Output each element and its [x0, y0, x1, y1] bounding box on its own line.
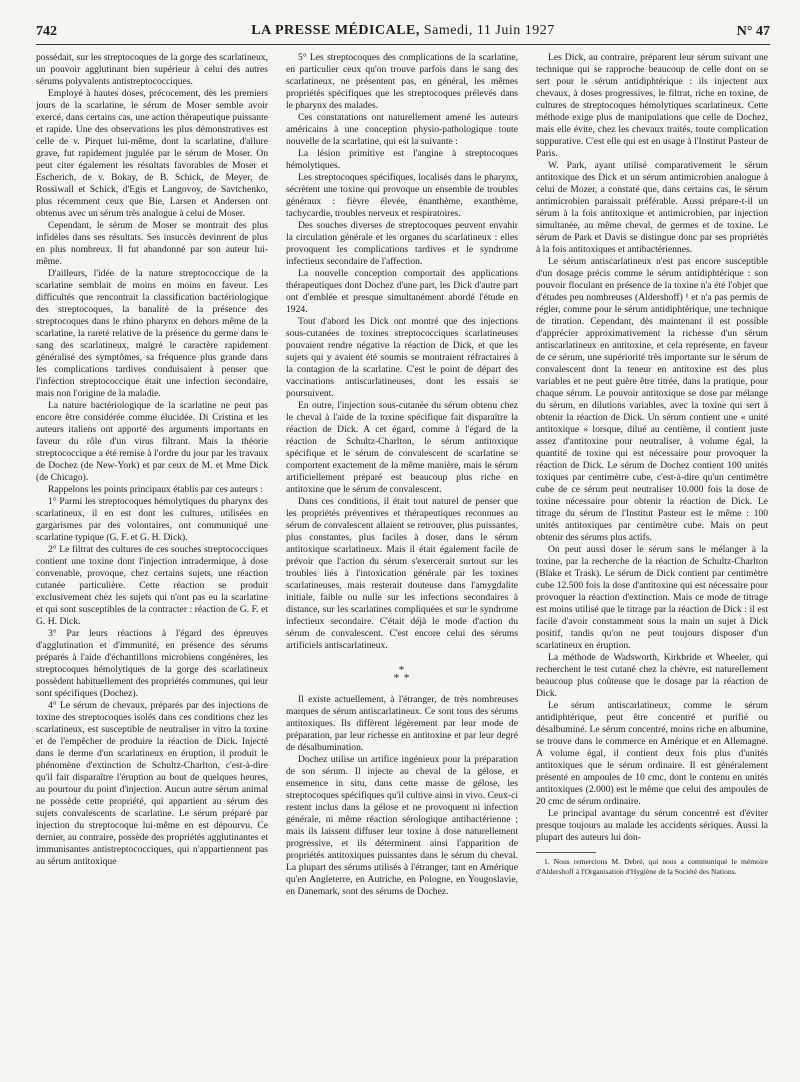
paragraph: La nature bactériologique de la scarlatine ne peut pas encore être considérée comme élucidée. Di Cristina et les auteurs italiens ont apporté des arguments importants en faveur du rôle d'un virus filtrant. Mais la théorie streptococcique a été remise à l'ordre du jour par les travaux de Dochez (de New-York) et par ceux de M. et Mme Dick (de Chicago). [36, 400, 268, 483]
issue-date: Samedi, 11 Juin 1927 [423, 23, 555, 38]
paragraph: Il existe actuellement, à l'étranger, de très nombreuses marques de sérum antiscarlatineux. Ce sont tous des sérums antitoxiques. Ils diffèrent légèrement par leur mode de préparation, par leur richesse en antitoxine et par leur degré de désalbumination. [286, 694, 518, 753]
paragraph: 2° Le filtrat des cultures de ces souches streptococciques contient une toxine dont l'injection intradermique, à dose convenable, provoque, chez certains sujets, une réaction cutanée particulière. Cette réaction se produit exclusivement chez les sujets qui n'ont pas eu la scarlatine et qui sont susceptibles de la contracter : réaction de G. F. et G. H. Dick. [36, 544, 268, 627]
paragraph: Le sérum antiscarlatineux, comme le sérum antidiphtérique, peut être concentré et purifié ou désalbuminé. Le sérum concentré, moins riche en albumine, se trouve dans le commerce en Amérique et en Allemagne. A volume égal, il contient deux fois plus d'unités antitoxiques que le sérum ordinaire. Il est généralement présenté en ampoules de 10 cmc, dont le contenu en unités antitoxiques (2.000) est le même que celui des ampoules de 20 cmc de sérum ordinaire. [536, 700, 768, 807]
paragraph: Dans ces conditions, il était tout naturel de penser que les propriétés préventives et thérapeutiques reconnues au sérum de convalescent allaient se retrouver, plus puissantes, plus constantes, plus faciles à doser, dans le sérum antitoxique scarlatineux. Mais il était également facile de prévoir que l'action du sérum s'exercerait surtout sur les troubles liés à l'intoxication générale par les toxines scarlatineuses, mais resterait douteuse dans l'amygdalite initiale, faible ou nulle sur les infections secondaires à distance, sur les scarlatines compliquées et sur le syndrome infectieux secondaire. C'était déjà le mode d'action du sérum de convalescent. C'est encore celui des sérums artificiels antiscarlatineux. [286, 496, 518, 651]
paragraph: D'ailleurs, l'idée de la nature streptococcique de la scarlatine semblait de moins en moins en faveur. Les difficultés que rencontrait la classification bactériologique des streptocoques, la banalité de la présence des streptocoques dans le rhino pharynx en dehors même de la scarlatine, la rareté relative de la présence du germe dans le sang des scarlatineux, malgré le caractère rapidement généralisé des symptômes, sa fréquence plus grande dans les complications tardives conduisaient à penser que l'infection streptococcique était une infection secondaire, mais non l'origine de la maladie. [36, 268, 268, 399]
paragraph: Le sérum antiscarlatineux n'est pas encore susceptible d'un dosage précis comme le sérum antidiphtérique : son pouvoir floculant en présence de la toxine n'a été l'objet que d'études peu nombreuses (Aldershoff) ¹ et n'a pas permis de régler, comme pour le sérum antidiphtérique, une technique de titration. Cependant, dès maintenant il est possible d'apprécier approximativement la richesse d'un sérum antiscarlatineux en antitoxine, et cela représente, en faveur de ce sérum, une supériorité très importante sur le sérum de convalescent dont la teneur en antitoxine est des plus variables et ne peut guère être titrée, dans la pratique, pour chaque sérum. Le pouvoir antitoxique se dose par mélange du sérum, en dilutions variables, avec la toxine qui sert à obtenir la réaction de Dick. Un sérum contient une « unité antitoxique » lorsque, dilué au centième, il contient juste assez d'antitoxine pour neutraliser, à volume égal, la quantité de toxine qui est nécessaire pour provoquer la réaction de Dick. Le sérum de Dochez contient 100 unités toxiques par centimètre cube, c'est-à-dire qu'un centimètre cube de ce sérum peut neutraliser 10.000 fois la dose de toxine nécessaire pour obtenir la réaction de Dick. Le titrage du sérum de l'Institut Pasteur est le même : 100 unités antitoxiques par centimètre cube. Mais on peut obtenir des sérums plus actifs. [536, 256, 768, 543]
paragraph: W. Park, ayant utilisé comparativement le sérum antitoxique des Dick et un sérum antimicrobien analogue à celui de Mozer, a constaté que, dans certains cas, le sérum antimicrobien paraissait préférable. Aussi prépare-t-il un sérum à la fois antitoxique et antimicrobien, par injection simultanée, au même cheval, de germes et de toxine. Le sérum de Park et Davis se distingue donc par ses propriétés à la fois antitoxiques et antibactériennes. [536, 160, 768, 255]
paragraph: 5° Les streptocoques des complications de la scarlatine, en particulier ceux qu'on trouve parfois dans le sang des scarlatineux, ne présentent pas, en général, les mêmes propriétés spécifiques que les streptocoques prélevés dans le pharynx des malades. [286, 52, 518, 111]
footnote: 1. Nous remercions M. Debré, qui nous a communiqué le mémoire d'Aldershoff à l'Organisation d'Hygiène de la Société des Nations. [536, 857, 768, 876]
journal-name: LA PRESSE MÉDICALE, [251, 23, 420, 38]
paragraph: On peut aussi doser le sérum sans le mélanger à la toxine, par la recherche de la réaction de Schultz-Charlton (Blake et Trask). Le sérum de Dick contient par centimètre cube 12.500 fois la dose d'antitoxine qui est nécessaire pour provoquer la réaction d'extinction. Mais ce mode de titrage est moins utilisé que le titrage par la réaction de Dick : il est facile d'avoir constamment sous la main un sujet à Dick positif, tandis qu'on ne peut toujours disposer d'un scarlatineux en éruption. [536, 544, 768, 651]
paragraph: Tout d'abord les Dick ont montré que des injections sous-cutanées de toxines streptococciques scarlatineuses pouvaient rendre négative la réaction de Dick, et que les sujets qui y avaient été soumis se montraient réfractaires à la contagion de la scarlatine. C'est le point de départ des vaccinations antiscarlatineuses, dont les essais se poursuivent. [286, 316, 518, 399]
column-2 [286, 52, 518, 1072]
paragraph: En outre, l'injection sous-cutanée du sérum obtenu chez le cheval à l'aide de la toxine spécifique fait disparaître la réaction de Dick. A cet égard, comme à l'égard de la réaction de Schultz-Charlton, le sérum antitoxique spécifique et le sérum de convalescent de scarlatine se comportent exactement de la même manière, mais le sérum artificiellement préparé est beaucoup plus riche en antitoxine que le sérum de convalescent. [286, 400, 518, 495]
page-header [36, 22, 770, 45]
paragraph: 3° Par leurs réactions à l'égard des épreuves d'agglutination et d'immunité, en présence des sérums préparés à l'aide d'échantillons microbiens congénères, les streptocoques hémolytiques de la gorge des scarlatineux possèdent habituellement des propriétés communes, qui leur sont spécifiques (Dochez). [36, 628, 268, 699]
paragraph: La nouvelle conception comportait des applications thérapeutiques dont Dochez d'une part, les Dick d'autre part ont d'emblée et presque simultanément abordé l'étude en 1924. [286, 268, 518, 315]
paragraph: Des souches diverses de streptocoques peuvent envahir la circulation générale et les organes du scarlatineux : elles provoquent les complications tardives et le syndrome infectieux secondaire de l'affection. [286, 220, 518, 267]
paragraph: Les Dick, au contraire, préparent leur sérum suivant une technique qui se rapproche beaucoup de celle dont on se sert pour le sérum antidiphtérique : ils injectent aux chevaux, à doses progressives, le filtrat, riche en toxine, de cultures de streptocoques hémolytiques scarlatineux. Cette méthode exige plus de manipulations que celle de Dochez, mais elle évite, chez les chevaux traités, toute complication suppurative. C'est elle qui est en usage à l'Institut Pasteur de Paris. [536, 52, 768, 159]
paragraph: La méthode de Wadsworth, Kirkbride et Wheeler, qui recherchent le test cutané chez la chèvre, est naturellement beaucoup plus coûteuse que le dosage par la réaction de Dick. [536, 652, 768, 699]
paragraph: Employé à hautes doses, précocement, dès les premiers jours de la scarlatine, le sérum de Moser semble avoir exercé, dans certains cas, une action thérapeutique puissante et rapide. Une des observations les plus démonstratives est celle de v. Pirquet lui-même, dont la scarlatine, d'allure grave, fut rapidement jugulée par le sérum de Moser. On peut citer également les résultats favorables de Moser et Escherich, de v. Bokay, de B. Schick, de Meyer, de Rossiwall et Schick, d'Egis et Langovoy, de Savtchenko, plus récemment ceux que Bie, Larsen et Andersen ont obtenus avec un sérum très analogue à celui de Moser. [36, 88, 268, 219]
article-body [36, 52, 770, 1072]
paragraph: Dochez utilise un artifice ingénieux pour la préparation de son sérum. Il injecte au cheval de la gélose, et ensemence in situ, dans cette masse de gélose, les streptocoques spécifiques qu'il cultive ainsi in vivo. Ceux-ci restent inclus dans la gélose et ne provoquent ni infection générale, ni même réaction sérologique antibactérienne ; mais ils laissent diffuser leur toxine à dose naturellement progressive, et ils déterminent ainsi l'apparition de propriétés antitoxiques puissantes dans le sérum du cheval. La plupart des sérums utilisés à l'étranger, tant en Amérique qu'en Angleterre, en Autriche, en Pologne, en Yougoslavie, en Danemark, sont des sérums de Dochez. [286, 754, 518, 897]
paragraph: Rappelons les points principaux établis par ces auteurs : [48, 484, 263, 495]
running-title [36, 23, 770, 39]
column-3 [536, 52, 768, 1072]
paragraph: Les streptocoques spécifiques, localisés dans le pharynx, sécrètent une toxine qui provoque un ensemble de troubles généraux : fièvre élevée, énanthème, exanthème, tachycardie, troubles nerveux et respiratoires. [286, 172, 518, 219]
paragraph: Ces constatations ont naturellement amené les auteurs américains à une conception physio-pathologique toute nouvelle de la scarlatine, qui est la suivante : [286, 112, 518, 147]
column-1 [36, 52, 268, 1072]
paragraph: La lésion primitive est l'angine à streptocoques hémolytiques. [286, 148, 518, 171]
paragraph: Cependant, le sérum de Moser se montrait des plus infidèles dans ses résultats. Ses insuccès devinrent de plus en plus nombreux. Il fut abandonné par son auteur lui-même. [36, 220, 268, 267]
page-number: 742 [36, 24, 57, 39]
paragraph: possédait, sur les streptocoques de la gorge des scarlatineux, un pouvoir agglutinant bien supérieur à celui des autres sérums polyvalents antistreptococciques. [36, 52, 268, 87]
footnote-divider [536, 852, 596, 853]
issue-number: N° 47 [736, 24, 770, 39]
paragraph: 4° Le sérum de chevaux, préparés par des injections de toxine des streptocoques isolés dans ces conditions chez les scarlatineux, est susceptible de neutraliser in vitro la toxine et de l'empêcher de produire la réaction de Dick. Injecté dans le derme d'un scarlatineux en éruption, il produit le phénomène d'extinction de Schultz-Charlton, c'est-à-dire qu'il fait disparaître l'éruption au bout de quelques heures, au pourtour du point d'injection. Aucun autre sérum animal ne possède cette propriété, qui appartient au sérum des sujets convalescents de scarlatine. Le sérum préparé par injection du streptocoque lui-même en est dépourvu. Ce dernier, au contraire, possède des propriétés agglutinantes et immunisantes antistreptococciques, qui n'appartiennent pas au sérum antitoxique [36, 700, 268, 867]
section-separator: * * * [393, 664, 411, 684]
paragraph: 1° Parmi les streptocoques hémolytiques du pharynx des scarlatineux, il en est dont les cultures, utilisées en gargarismes par des volontaires, ont communiqué une scarlatine typique (G. F. et G. H. Dick). [36, 496, 268, 543]
paragraph: Le principal avantage du sérum concentré est d'éviter presque toujours au malade les accidents sériques. Aussi la plupart des auteurs lui don- [536, 808, 768, 843]
